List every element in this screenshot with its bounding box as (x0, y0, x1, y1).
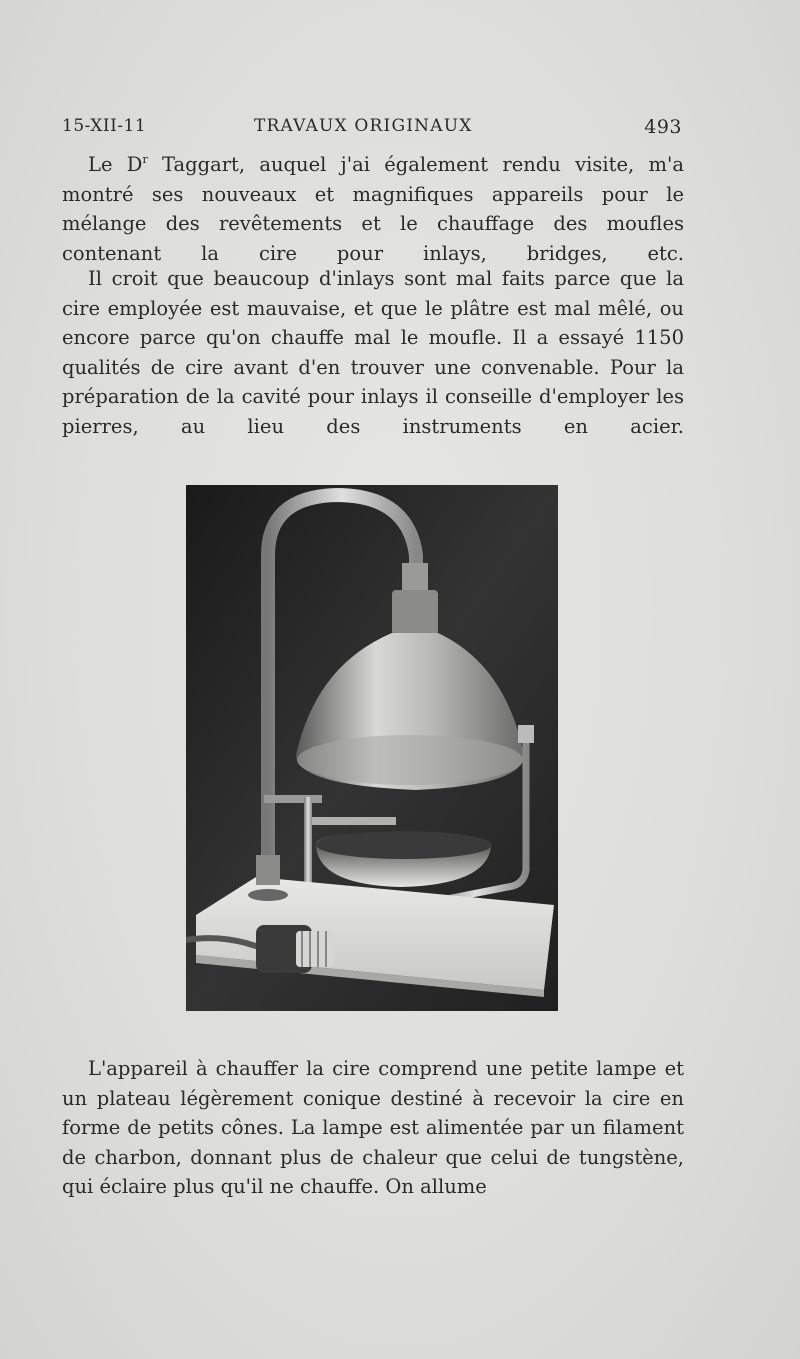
swivel-arm-lower (306, 817, 396, 825)
paragraph-apparatus-description (62, 1054, 684, 1202)
paragraph-wax-quality-text: Il croit que beaucoup d'inlays sont mal faits parce que la cire employée est mauvaise, et que le plâtre est mal mêlé, ou encore parce qu'on chauffe mal le moufle. Il a essayé 1150 qualités de cire avant d'en trouver une convenable. Pour la préparation de la cavité pour inlays il conseille d'employer les pierres, au lieu des instruments en acier. (62, 267, 684, 438)
lamp-shade-rim (297, 735, 523, 785)
lamp-socket (402, 563, 428, 593)
doctor-superscript: r (142, 153, 148, 166)
arm-foot (256, 855, 280, 885)
header-title: TRAVAUX ORIGINAUX (254, 116, 473, 136)
right-post-cap (518, 725, 534, 743)
arm-foot-plate (248, 889, 288, 901)
figure-heating-apparatus (186, 485, 558, 1011)
header-date: 15-XII-11 (62, 116, 147, 136)
paragraph-taggart (62, 150, 684, 268)
apparatus-illustration (186, 485, 558, 1011)
swivel-arm-upper (264, 795, 322, 803)
page-number: 493 (644, 116, 682, 138)
lamp-neck (392, 590, 438, 635)
paragraph-taggart-start: Le D (88, 153, 143, 176)
wax-dish-inner (316, 831, 492, 859)
running-header (62, 116, 682, 142)
paragraph-apparatus-text: L'appareil à chauffer la cire comprend une petite lampe et un plateau légèrement conique destiné à recevoir la cire en forme de petits cônes. La lampe est alimentée par un filament de charbon, donnant plus de chaleur que celui de tungstène, qui éclaire plus qu'il ne chauffe. On allume (62, 1057, 684, 1198)
paragraph-wax-quality (62, 264, 684, 441)
paragraph-taggart-rest: Taggart, auquel j'ai également rendu visite, m'a montré ses nouveaux et magnifiques appareils pour le mélange des revêtements et le chauffage des moufles contenant la cire pour inlays, bridges, etc. (62, 153, 685, 265)
